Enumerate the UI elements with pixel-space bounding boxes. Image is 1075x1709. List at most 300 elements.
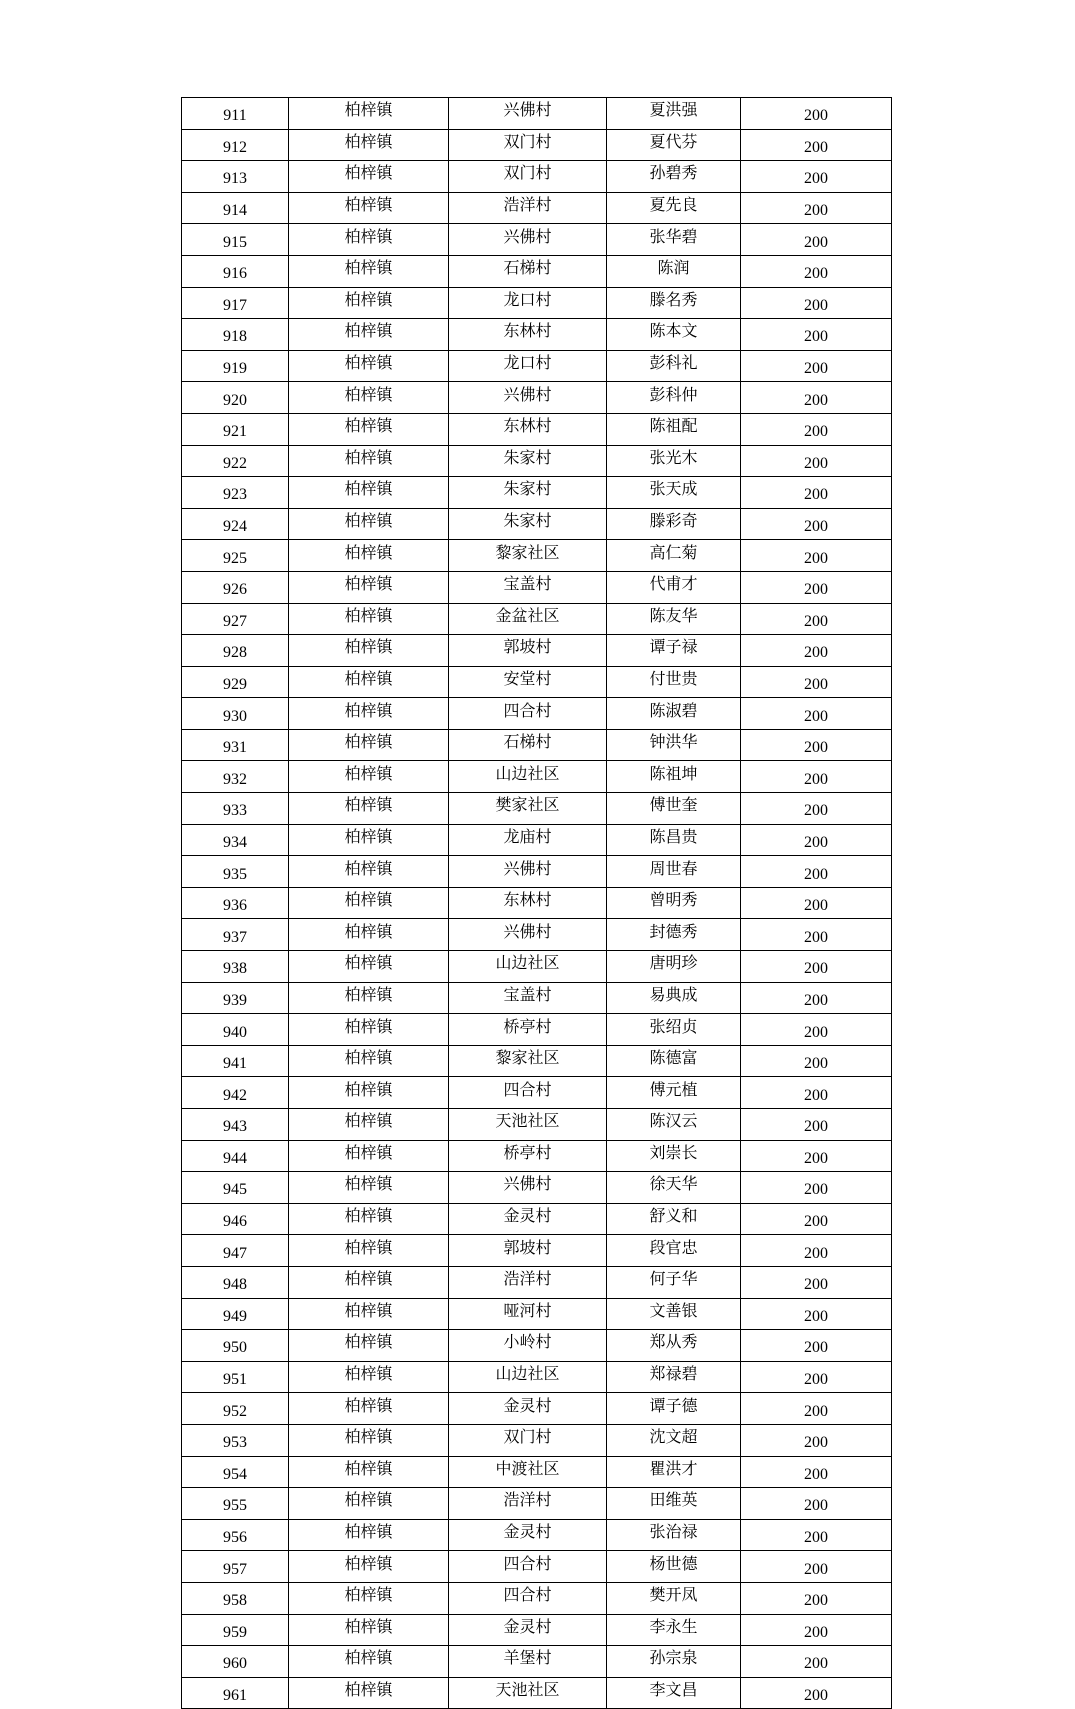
table-row xyxy=(182,161,892,193)
village-cell: 龙口村 xyxy=(449,350,607,382)
village-cell: 朱家村 xyxy=(449,445,607,477)
table-row xyxy=(182,1551,892,1583)
row-number-cell: 943 xyxy=(182,1109,289,1141)
row-number-cell: 960 xyxy=(182,1646,289,1678)
row-number-cell: 925 xyxy=(182,540,289,572)
town-cell: 柏梓镇 xyxy=(289,1140,449,1172)
person-name-cell: 李文昌 xyxy=(607,1677,741,1709)
amount-cell: 200 xyxy=(741,1298,892,1330)
person-name-cell: 张天成 xyxy=(607,477,741,509)
table-row xyxy=(182,666,892,698)
village-cell: 石梯村 xyxy=(449,729,607,761)
person-name-cell: 唐明珍 xyxy=(607,951,741,983)
town-cell: 柏梓镇 xyxy=(289,1266,449,1298)
village-cell: 黎家社区 xyxy=(449,540,607,572)
person-name-cell: 段官忠 xyxy=(607,1235,741,1267)
town-cell: 柏梓镇 xyxy=(289,1045,449,1077)
person-name-cell: 郑从秀 xyxy=(607,1330,741,1362)
table-row xyxy=(182,919,892,951)
table-row xyxy=(182,382,892,414)
village-cell: 兴佛村 xyxy=(449,919,607,951)
town-cell: 柏梓镇 xyxy=(289,1077,449,1109)
town-cell: 柏梓镇 xyxy=(289,1393,449,1425)
town-cell: 柏梓镇 xyxy=(289,287,449,319)
person-name-cell: 舒义和 xyxy=(607,1203,741,1235)
row-number-cell: 920 xyxy=(182,382,289,414)
town-cell: 柏梓镇 xyxy=(289,1014,449,1046)
table-row xyxy=(182,224,892,256)
amount-cell: 200 xyxy=(741,1361,892,1393)
table-row xyxy=(182,350,892,382)
person-name-cell: 陈昌贵 xyxy=(607,824,741,856)
town-cell: 柏梓镇 xyxy=(289,1551,449,1583)
village-cell: 四合村 xyxy=(449,1077,607,1109)
village-cell: 兴佛村 xyxy=(449,856,607,888)
village-cell: 山边社区 xyxy=(449,951,607,983)
row-number-cell: 950 xyxy=(182,1330,289,1362)
amount-cell: 200 xyxy=(741,1488,892,1520)
person-name-cell: 夏代芬 xyxy=(607,129,741,161)
village-cell: 东林村 xyxy=(449,887,607,919)
town-cell: 柏梓镇 xyxy=(289,919,449,951)
person-name-cell: 滕名秀 xyxy=(607,287,741,319)
row-number-cell: 947 xyxy=(182,1235,289,1267)
row-number-cell: 927 xyxy=(182,603,289,635)
town-cell: 柏梓镇 xyxy=(289,382,449,414)
town-cell: 柏梓镇 xyxy=(289,635,449,667)
village-cell: 中渡社区 xyxy=(449,1456,607,1488)
table-row xyxy=(182,603,892,635)
row-number-cell: 916 xyxy=(182,255,289,287)
table-row xyxy=(182,1330,892,1362)
village-cell: 兴佛村 xyxy=(449,1172,607,1204)
table-row xyxy=(182,1488,892,1520)
amount-cell: 200 xyxy=(741,1519,892,1551)
village-cell: 浩洋村 xyxy=(449,1266,607,1298)
table-row xyxy=(182,540,892,572)
table-row xyxy=(182,508,892,540)
row-number-cell: 911 xyxy=(182,98,289,130)
person-name-cell: 代甫才 xyxy=(607,571,741,603)
town-cell: 柏梓镇 xyxy=(289,1424,449,1456)
amount-cell: 200 xyxy=(741,793,892,825)
town-cell: 柏梓镇 xyxy=(289,477,449,509)
amount-cell: 200 xyxy=(741,1582,892,1614)
person-name-cell: 夏洪强 xyxy=(607,98,741,130)
amount-cell: 200 xyxy=(741,161,892,193)
amount-cell: 200 xyxy=(741,1677,892,1709)
row-number-cell: 928 xyxy=(182,635,289,667)
town-cell: 柏梓镇 xyxy=(289,192,449,224)
person-name-cell: 傅元植 xyxy=(607,1077,741,1109)
amount-cell: 200 xyxy=(741,98,892,130)
table-row xyxy=(182,1203,892,1235)
row-number-cell: 924 xyxy=(182,508,289,540)
amount-cell: 200 xyxy=(741,1424,892,1456)
town-cell: 柏梓镇 xyxy=(289,1109,449,1141)
village-cell: 宝盖村 xyxy=(449,571,607,603)
table-row xyxy=(182,477,892,509)
amount-cell: 200 xyxy=(741,1203,892,1235)
row-number-cell: 945 xyxy=(182,1172,289,1204)
town-cell: 柏梓镇 xyxy=(289,1298,449,1330)
row-number-cell: 954 xyxy=(182,1456,289,1488)
row-number-cell: 914 xyxy=(182,192,289,224)
row-number-cell: 912 xyxy=(182,129,289,161)
town-cell: 柏梓镇 xyxy=(289,887,449,919)
person-name-cell: 周世春 xyxy=(607,856,741,888)
person-name-cell: 田维英 xyxy=(607,1488,741,1520)
row-number-cell: 941 xyxy=(182,1045,289,1077)
town-cell: 柏梓镇 xyxy=(289,255,449,287)
person-name-cell: 孙宗泉 xyxy=(607,1646,741,1678)
row-number-cell: 922 xyxy=(182,445,289,477)
village-cell: 金灵村 xyxy=(449,1203,607,1235)
table-row xyxy=(182,1077,892,1109)
village-cell: 石梯村 xyxy=(449,255,607,287)
amount-cell: 200 xyxy=(741,887,892,919)
village-cell: 双门村 xyxy=(449,129,607,161)
person-name-cell: 李永生 xyxy=(607,1614,741,1646)
table-row xyxy=(182,729,892,761)
row-number-cell: 944 xyxy=(182,1140,289,1172)
amount-cell: 200 xyxy=(741,1077,892,1109)
row-number-cell: 938 xyxy=(182,951,289,983)
row-number-cell: 918 xyxy=(182,319,289,351)
village-cell: 郭坡村 xyxy=(449,1235,607,1267)
row-number-cell: 942 xyxy=(182,1077,289,1109)
amount-cell: 200 xyxy=(741,635,892,667)
amount-cell: 200 xyxy=(741,255,892,287)
row-number-cell: 921 xyxy=(182,413,289,445)
village-cell: 金灵村 xyxy=(449,1519,607,1551)
person-name-cell: 陈润 xyxy=(607,255,741,287)
village-cell: 宝盖村 xyxy=(449,982,607,1014)
table-row xyxy=(182,635,892,667)
table-row xyxy=(182,255,892,287)
town-cell: 柏梓镇 xyxy=(289,1203,449,1235)
town-cell: 柏梓镇 xyxy=(289,445,449,477)
town-cell: 柏梓镇 xyxy=(289,793,449,825)
person-name-cell: 付世贵 xyxy=(607,666,741,698)
table-row xyxy=(182,1140,892,1172)
amount-cell: 200 xyxy=(741,1235,892,1267)
town-cell: 柏梓镇 xyxy=(289,508,449,540)
table-row xyxy=(182,1646,892,1678)
amount-cell: 200 xyxy=(741,224,892,256)
town-cell: 柏梓镇 xyxy=(289,1519,449,1551)
village-cell: 桥亭村 xyxy=(449,1140,607,1172)
row-number-cell: 932 xyxy=(182,761,289,793)
row-number-cell: 953 xyxy=(182,1424,289,1456)
town-cell: 柏梓镇 xyxy=(289,698,449,730)
town-cell: 柏梓镇 xyxy=(289,729,449,761)
town-cell: 柏梓镇 xyxy=(289,1456,449,1488)
town-cell: 柏梓镇 xyxy=(289,1172,449,1204)
village-cell: 金盆社区 xyxy=(449,603,607,635)
village-cell: 东林村 xyxy=(449,319,607,351)
village-cell: 四合村 xyxy=(449,698,607,730)
village-cell: 哑河村 xyxy=(449,1298,607,1330)
person-name-cell: 谭子禄 xyxy=(607,635,741,667)
amount-cell: 200 xyxy=(741,1172,892,1204)
amount-cell: 200 xyxy=(741,951,892,983)
row-number-cell: 937 xyxy=(182,919,289,951)
person-name-cell: 易典成 xyxy=(607,982,741,1014)
amount-cell: 200 xyxy=(741,1109,892,1141)
village-cell: 双门村 xyxy=(449,161,607,193)
amount-cell: 200 xyxy=(741,477,892,509)
table-row xyxy=(182,1266,892,1298)
person-name-cell: 曾明秀 xyxy=(607,887,741,919)
row-number-cell: 948 xyxy=(182,1266,289,1298)
table-row xyxy=(182,1235,892,1267)
amount-cell: 200 xyxy=(741,192,892,224)
town-cell: 柏梓镇 xyxy=(289,761,449,793)
town-cell: 柏梓镇 xyxy=(289,540,449,572)
village-cell: 羊堡村 xyxy=(449,1646,607,1678)
row-number-cell: 934 xyxy=(182,824,289,856)
person-name-cell: 陈德富 xyxy=(607,1045,741,1077)
person-name-cell: 瞿洪才 xyxy=(607,1456,741,1488)
person-name-cell: 钟洪华 xyxy=(607,729,741,761)
village-cell: 天池社区 xyxy=(449,1677,607,1709)
person-name-cell: 刘崇长 xyxy=(607,1140,741,1172)
person-name-cell: 张治禄 xyxy=(607,1519,741,1551)
person-name-cell: 高仁菊 xyxy=(607,540,741,572)
table-row xyxy=(182,1109,892,1141)
subsidy-table xyxy=(181,97,892,1709)
person-name-cell: 张华碧 xyxy=(607,224,741,256)
row-number-cell: 951 xyxy=(182,1361,289,1393)
town-cell: 柏梓镇 xyxy=(289,1677,449,1709)
village-cell: 樊家社区 xyxy=(449,793,607,825)
town-cell: 柏梓镇 xyxy=(289,350,449,382)
village-cell: 兴佛村 xyxy=(449,224,607,256)
row-number-cell: 936 xyxy=(182,887,289,919)
person-name-cell: 陈本文 xyxy=(607,319,741,351)
amount-cell: 200 xyxy=(741,1266,892,1298)
table-row xyxy=(182,1393,892,1425)
town-cell: 柏梓镇 xyxy=(289,951,449,983)
person-name-cell: 陈友华 xyxy=(607,603,741,635)
person-name-cell: 沈文超 xyxy=(607,1424,741,1456)
village-cell: 四合村 xyxy=(449,1582,607,1614)
table-row xyxy=(182,1456,892,1488)
person-name-cell: 滕彩奇 xyxy=(607,508,741,540)
village-cell: 小岭村 xyxy=(449,1330,607,1362)
village-cell: 天池社区 xyxy=(449,1109,607,1141)
town-cell: 柏梓镇 xyxy=(289,1614,449,1646)
row-number-cell: 923 xyxy=(182,477,289,509)
amount-cell: 200 xyxy=(741,603,892,635)
table-row xyxy=(182,571,892,603)
amount-cell: 200 xyxy=(741,856,892,888)
table-row xyxy=(182,1424,892,1456)
town-cell: 柏梓镇 xyxy=(289,666,449,698)
amount-cell: 200 xyxy=(741,1045,892,1077)
village-cell: 山边社区 xyxy=(449,1361,607,1393)
town-cell: 柏梓镇 xyxy=(289,319,449,351)
village-cell: 四合村 xyxy=(449,1551,607,1583)
subsidy-table-body xyxy=(182,98,892,1709)
village-cell: 东林村 xyxy=(449,413,607,445)
village-cell: 金灵村 xyxy=(449,1614,607,1646)
table-row xyxy=(182,887,892,919)
row-number-cell: 926 xyxy=(182,571,289,603)
amount-cell: 200 xyxy=(741,287,892,319)
amount-cell: 200 xyxy=(741,571,892,603)
table-row xyxy=(182,413,892,445)
town-cell: 柏梓镇 xyxy=(289,1330,449,1362)
town-cell: 柏梓镇 xyxy=(289,1582,449,1614)
row-number-cell: 935 xyxy=(182,856,289,888)
person-name-cell: 张光木 xyxy=(607,445,741,477)
town-cell: 柏梓镇 xyxy=(289,413,449,445)
amount-cell: 200 xyxy=(741,350,892,382)
town-cell: 柏梓镇 xyxy=(289,1361,449,1393)
table-row xyxy=(182,1582,892,1614)
row-number-cell: 933 xyxy=(182,793,289,825)
town-cell: 柏梓镇 xyxy=(289,129,449,161)
village-cell: 金灵村 xyxy=(449,1393,607,1425)
amount-cell: 200 xyxy=(741,729,892,761)
amount-cell: 200 xyxy=(741,1551,892,1583)
row-number-cell: 956 xyxy=(182,1519,289,1551)
village-cell: 龙庙村 xyxy=(449,824,607,856)
row-number-cell: 940 xyxy=(182,1014,289,1046)
person-name-cell: 陈祖坤 xyxy=(607,761,741,793)
table-row xyxy=(182,1677,892,1709)
row-number-cell: 917 xyxy=(182,287,289,319)
table-row xyxy=(182,761,892,793)
amount-cell: 200 xyxy=(741,982,892,1014)
amount-cell: 200 xyxy=(741,445,892,477)
person-name-cell: 彭科仲 xyxy=(607,382,741,414)
village-cell: 郭坡村 xyxy=(449,635,607,667)
row-number-cell: 957 xyxy=(182,1551,289,1583)
table-row xyxy=(182,1045,892,1077)
row-number-cell: 958 xyxy=(182,1582,289,1614)
town-cell: 柏梓镇 xyxy=(289,1488,449,1520)
village-cell: 浩洋村 xyxy=(449,1488,607,1520)
table-row xyxy=(182,1614,892,1646)
table-row xyxy=(182,1172,892,1204)
town-cell: 柏梓镇 xyxy=(289,1646,449,1678)
table-row xyxy=(182,1519,892,1551)
amount-cell: 200 xyxy=(741,1614,892,1646)
amount-cell: 200 xyxy=(741,319,892,351)
row-number-cell: 961 xyxy=(182,1677,289,1709)
row-number-cell: 915 xyxy=(182,224,289,256)
person-name-cell: 徐天华 xyxy=(607,1172,741,1204)
person-name-cell: 樊开凤 xyxy=(607,1582,741,1614)
village-cell: 山边社区 xyxy=(449,761,607,793)
row-number-cell: 959 xyxy=(182,1614,289,1646)
village-cell: 黎家社区 xyxy=(449,1045,607,1077)
row-number-cell: 930 xyxy=(182,698,289,730)
person-name-cell: 傅世奎 xyxy=(607,793,741,825)
village-cell: 兴佛村 xyxy=(449,98,607,130)
amount-cell: 200 xyxy=(741,540,892,572)
row-number-cell: 913 xyxy=(182,161,289,193)
amount-cell: 200 xyxy=(741,1140,892,1172)
person-name-cell: 彭科礼 xyxy=(607,350,741,382)
amount-cell: 200 xyxy=(741,919,892,951)
town-cell: 柏梓镇 xyxy=(289,224,449,256)
table-row xyxy=(182,1298,892,1330)
person-name-cell: 孙碧秀 xyxy=(607,161,741,193)
table-row xyxy=(182,793,892,825)
amount-cell: 200 xyxy=(741,1393,892,1425)
town-cell: 柏梓镇 xyxy=(289,1235,449,1267)
amount-cell: 200 xyxy=(741,698,892,730)
village-cell: 桥亭村 xyxy=(449,1014,607,1046)
row-number-cell: 949 xyxy=(182,1298,289,1330)
village-cell: 双门村 xyxy=(449,1424,607,1456)
person-name-cell: 封德秀 xyxy=(607,919,741,951)
village-cell: 龙口村 xyxy=(449,287,607,319)
row-number-cell: 955 xyxy=(182,1488,289,1520)
person-name-cell: 杨世德 xyxy=(607,1551,741,1583)
person-name-cell: 陈祖配 xyxy=(607,413,741,445)
town-cell: 柏梓镇 xyxy=(289,161,449,193)
table-row xyxy=(182,1014,892,1046)
table-row xyxy=(182,129,892,161)
row-number-cell: 939 xyxy=(182,982,289,1014)
table-row xyxy=(182,445,892,477)
village-cell: 浩洋村 xyxy=(449,192,607,224)
amount-cell: 200 xyxy=(741,1330,892,1362)
amount-cell: 200 xyxy=(741,666,892,698)
row-number-cell: 919 xyxy=(182,350,289,382)
town-cell: 柏梓镇 xyxy=(289,982,449,1014)
person-name-cell: 陈汉云 xyxy=(607,1109,741,1141)
amount-cell: 200 xyxy=(741,761,892,793)
table-row xyxy=(182,1361,892,1393)
town-cell: 柏梓镇 xyxy=(289,98,449,130)
person-name-cell: 郑禄碧 xyxy=(607,1361,741,1393)
town-cell: 柏梓镇 xyxy=(289,856,449,888)
amount-cell: 200 xyxy=(741,824,892,856)
amount-cell: 200 xyxy=(741,508,892,540)
row-number-cell: 946 xyxy=(182,1203,289,1235)
table-row xyxy=(182,951,892,983)
table-row xyxy=(182,192,892,224)
town-cell: 柏梓镇 xyxy=(289,603,449,635)
village-cell: 安堂村 xyxy=(449,666,607,698)
table-row xyxy=(182,287,892,319)
row-number-cell: 952 xyxy=(182,1393,289,1425)
table-row xyxy=(182,319,892,351)
town-cell: 柏梓镇 xyxy=(289,571,449,603)
village-cell: 兴佛村 xyxy=(449,382,607,414)
amount-cell: 200 xyxy=(741,1456,892,1488)
person-name-cell: 夏先良 xyxy=(607,192,741,224)
person-name-cell: 陈淑碧 xyxy=(607,698,741,730)
person-name-cell: 何子华 xyxy=(607,1266,741,1298)
village-cell: 朱家村 xyxy=(449,508,607,540)
person-name-cell: 张绍贞 xyxy=(607,1014,741,1046)
row-number-cell: 929 xyxy=(182,666,289,698)
table-row xyxy=(182,698,892,730)
table-row xyxy=(182,824,892,856)
person-name-cell: 谭子德 xyxy=(607,1393,741,1425)
village-cell: 朱家村 xyxy=(449,477,607,509)
amount-cell: 200 xyxy=(741,1014,892,1046)
table-row xyxy=(182,856,892,888)
table-row xyxy=(182,98,892,130)
